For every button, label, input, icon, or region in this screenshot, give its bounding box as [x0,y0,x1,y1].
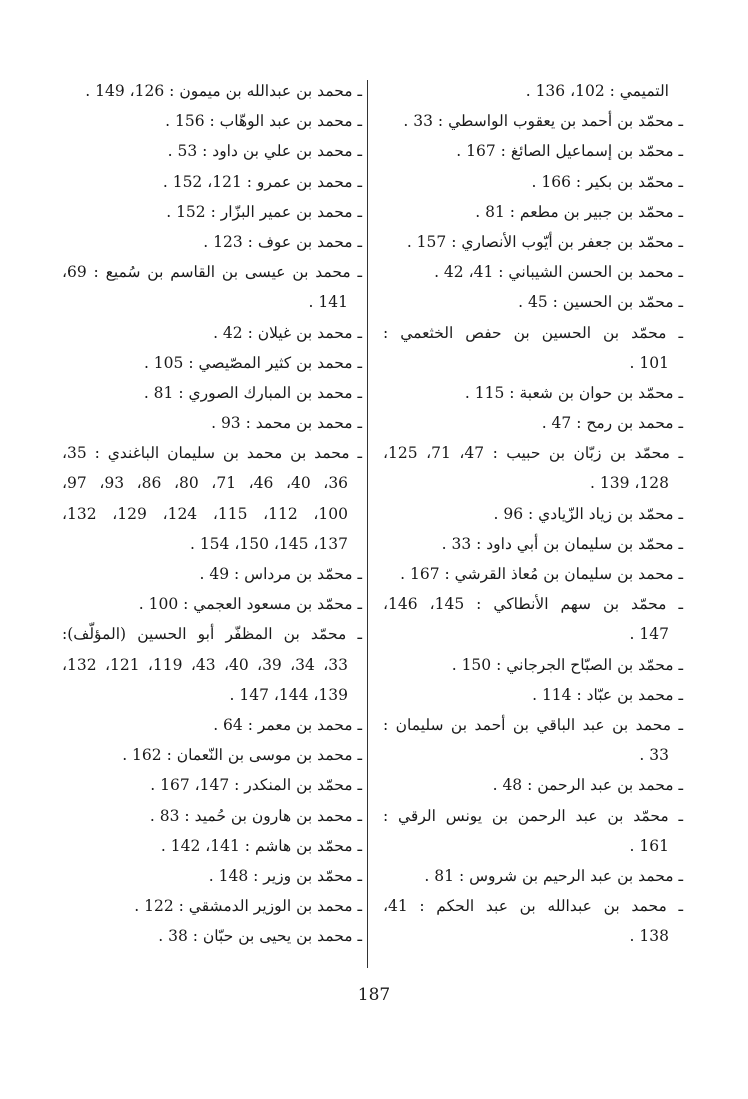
index-entry: ـ محمد بن عبدالله بن ميمون : 126، 149 . [85,82,362,100]
index-entry: ـ محمّد بن مرداس : 49 . [199,565,362,583]
index-entry: ـ محمد بن محمد : 93 . [211,414,362,433]
index-entry: ـ محمّد بن سليمان بن أبي داود : 33 . [441,534,683,553]
index-entry-continuation: 139، 144، 147 . [229,685,348,704]
index-entry: ـ محمد بن عبّاد : 114 . [532,685,683,704]
index-entry: ـ محمد بن الوزير الدمشقي : 122 . [134,897,362,916]
index-entry: ـ محمّد بن جعفر بن أيّوب الأنصاري : 157 . [406,232,683,251]
index-entry: ـ محمد بن رمح : 47 . [541,414,683,433]
index-entry: ـ محمّد بن مسعود العجمي : 100 . [138,595,362,614]
index-entry-continuation: 141 . [308,293,348,312]
index-column-left [62,76,362,951]
index-entry: ـ محمد بن يحيى بن حبّان : 38 . [158,927,362,946]
index-entry: ـ محمّد بن الصبّاح الجرجاني : 150 . [451,655,683,674]
index-entry: ـ محمّد بن حوان بن شعبة : 115 . [464,383,683,402]
index-entry: ـ محمد بن كثير المصّيصي : 105 . [143,353,362,372]
index-entry: ـ محمد بن عبد الباقي بن أحمد بن سليمان : [383,715,683,734]
page-number: 187 [357,985,391,1005]
index-entry: ـ محمّد بن إسماعيل الصائغ : 167 . [456,142,683,161]
index-entry-continuation: 138 . [629,927,669,946]
index-entry: ـ محمد بن موسى بن النّعمان : 162 . [122,746,362,765]
index-entry: ـ محمّد بن هاشم : 141، 142 . [160,836,362,855]
index-entry-continuation: 147 . [629,625,669,644]
index-entry: ـ محمّد بن بكير : 166 . [531,172,683,191]
index-entry-continuation: 161 . [629,836,669,855]
index-entry-continuation: 101 . [629,353,669,372]
index-entry: ـ محمّد بن زياد الزّيادي : 96 . [493,504,683,523]
index-entry: ـ محمد بن غيلان : 42 . [213,323,362,342]
index-entry: ـ محمد بن معمر : 64 . [213,715,362,734]
index-entry-continuation: 100، 112، 115، 124، 129، 132، [62,504,349,523]
index-entry: ـ محمد بن علي بن داود : 53 . [167,142,362,161]
index-entry: ـ محمد بن المبارك الصوري : 81 . [143,383,362,402]
index-entry: ـ محمد بن عمرو : 121، 152 . [162,172,362,191]
index-entry-continuation: 33، 34، 39، 40، 43، 119، 121، 132، [62,655,348,674]
index-entry: ـ محمد بن عوف : 123 . [203,232,362,251]
index-entry: ـ محمّد بن أحمد بن يعقوب الواسطي : 33 . [403,112,683,131]
index-entry: ـ محمّد بن سهم الأنطاكي : 145، 146، [383,595,683,614]
index-entry: ـ محمد بن عيسى بن القاسم بن سُميع : 69، [62,263,362,282]
index-entry: ـ محمّد بن المظفّر أبو الحسين (المؤلّف): [62,625,362,644]
index-entry: ـ محمد بن عمير البزّار : 152 . [166,202,362,221]
index-entry: ـ محمّد بن زبّان بن حبيب : 47، 71، 125، [383,444,683,463]
index-entry: ـ محمّد بن عبد الرحمن بن يونس الرقي : [383,806,683,825]
column-divider [367,80,368,968]
index-entry: ـ محمد بن عبد الرحمن : 48 . [492,776,683,795]
index-column-right [383,76,683,951]
index-entry-continuation: 36، 40، 46، 71، 80، 86، 93، 97، [62,474,349,493]
index-entry-continuation: 33 . [639,746,669,765]
index-entry: ـ محمّد بن الحسين بن حفص الخثعمي : [383,323,683,342]
index-entry: ـ محمد بن محمد بن سليمان الباغندي : 35، [62,444,362,463]
index-entry: ـ محمّد بن المنكدر : 147، 167 . [150,776,362,795]
index-entry-continuation: 128، 139 . [590,474,669,493]
index-entry: ـ محمد بن هارون بن حُميد : 83 . [149,806,362,825]
index-entry: ـ محمد بن الحسن الشيباني : 41، 42 . [434,263,683,282]
index-entry: ـ محمد بن عبدالله بن عبد الحكم : 41، [383,897,683,916]
index-entry: ـ محمد بن عبد الوهّاب : 156 . [165,112,362,131]
index-entry-continuation: التميمي : 102، 136 . [525,82,669,100]
index-entry: ـ محمد بن عبد الرحيم بن شروس : 81 . [424,866,683,885]
index-entry: ـ محمد بن سليمان بن مُعاذ القرشي : 167 . [400,565,683,583]
index-entry: ـ محمّد بن الحسين : 45 . [518,293,683,312]
index-entry-continuation: 137، 145، 150، 154 . [189,534,348,553]
index-entry: ـ محمّد بن جبير بن مطعم : 81 . [475,202,683,221]
index-entry: ـ محمّد بن وزير : 148 . [208,866,362,885]
